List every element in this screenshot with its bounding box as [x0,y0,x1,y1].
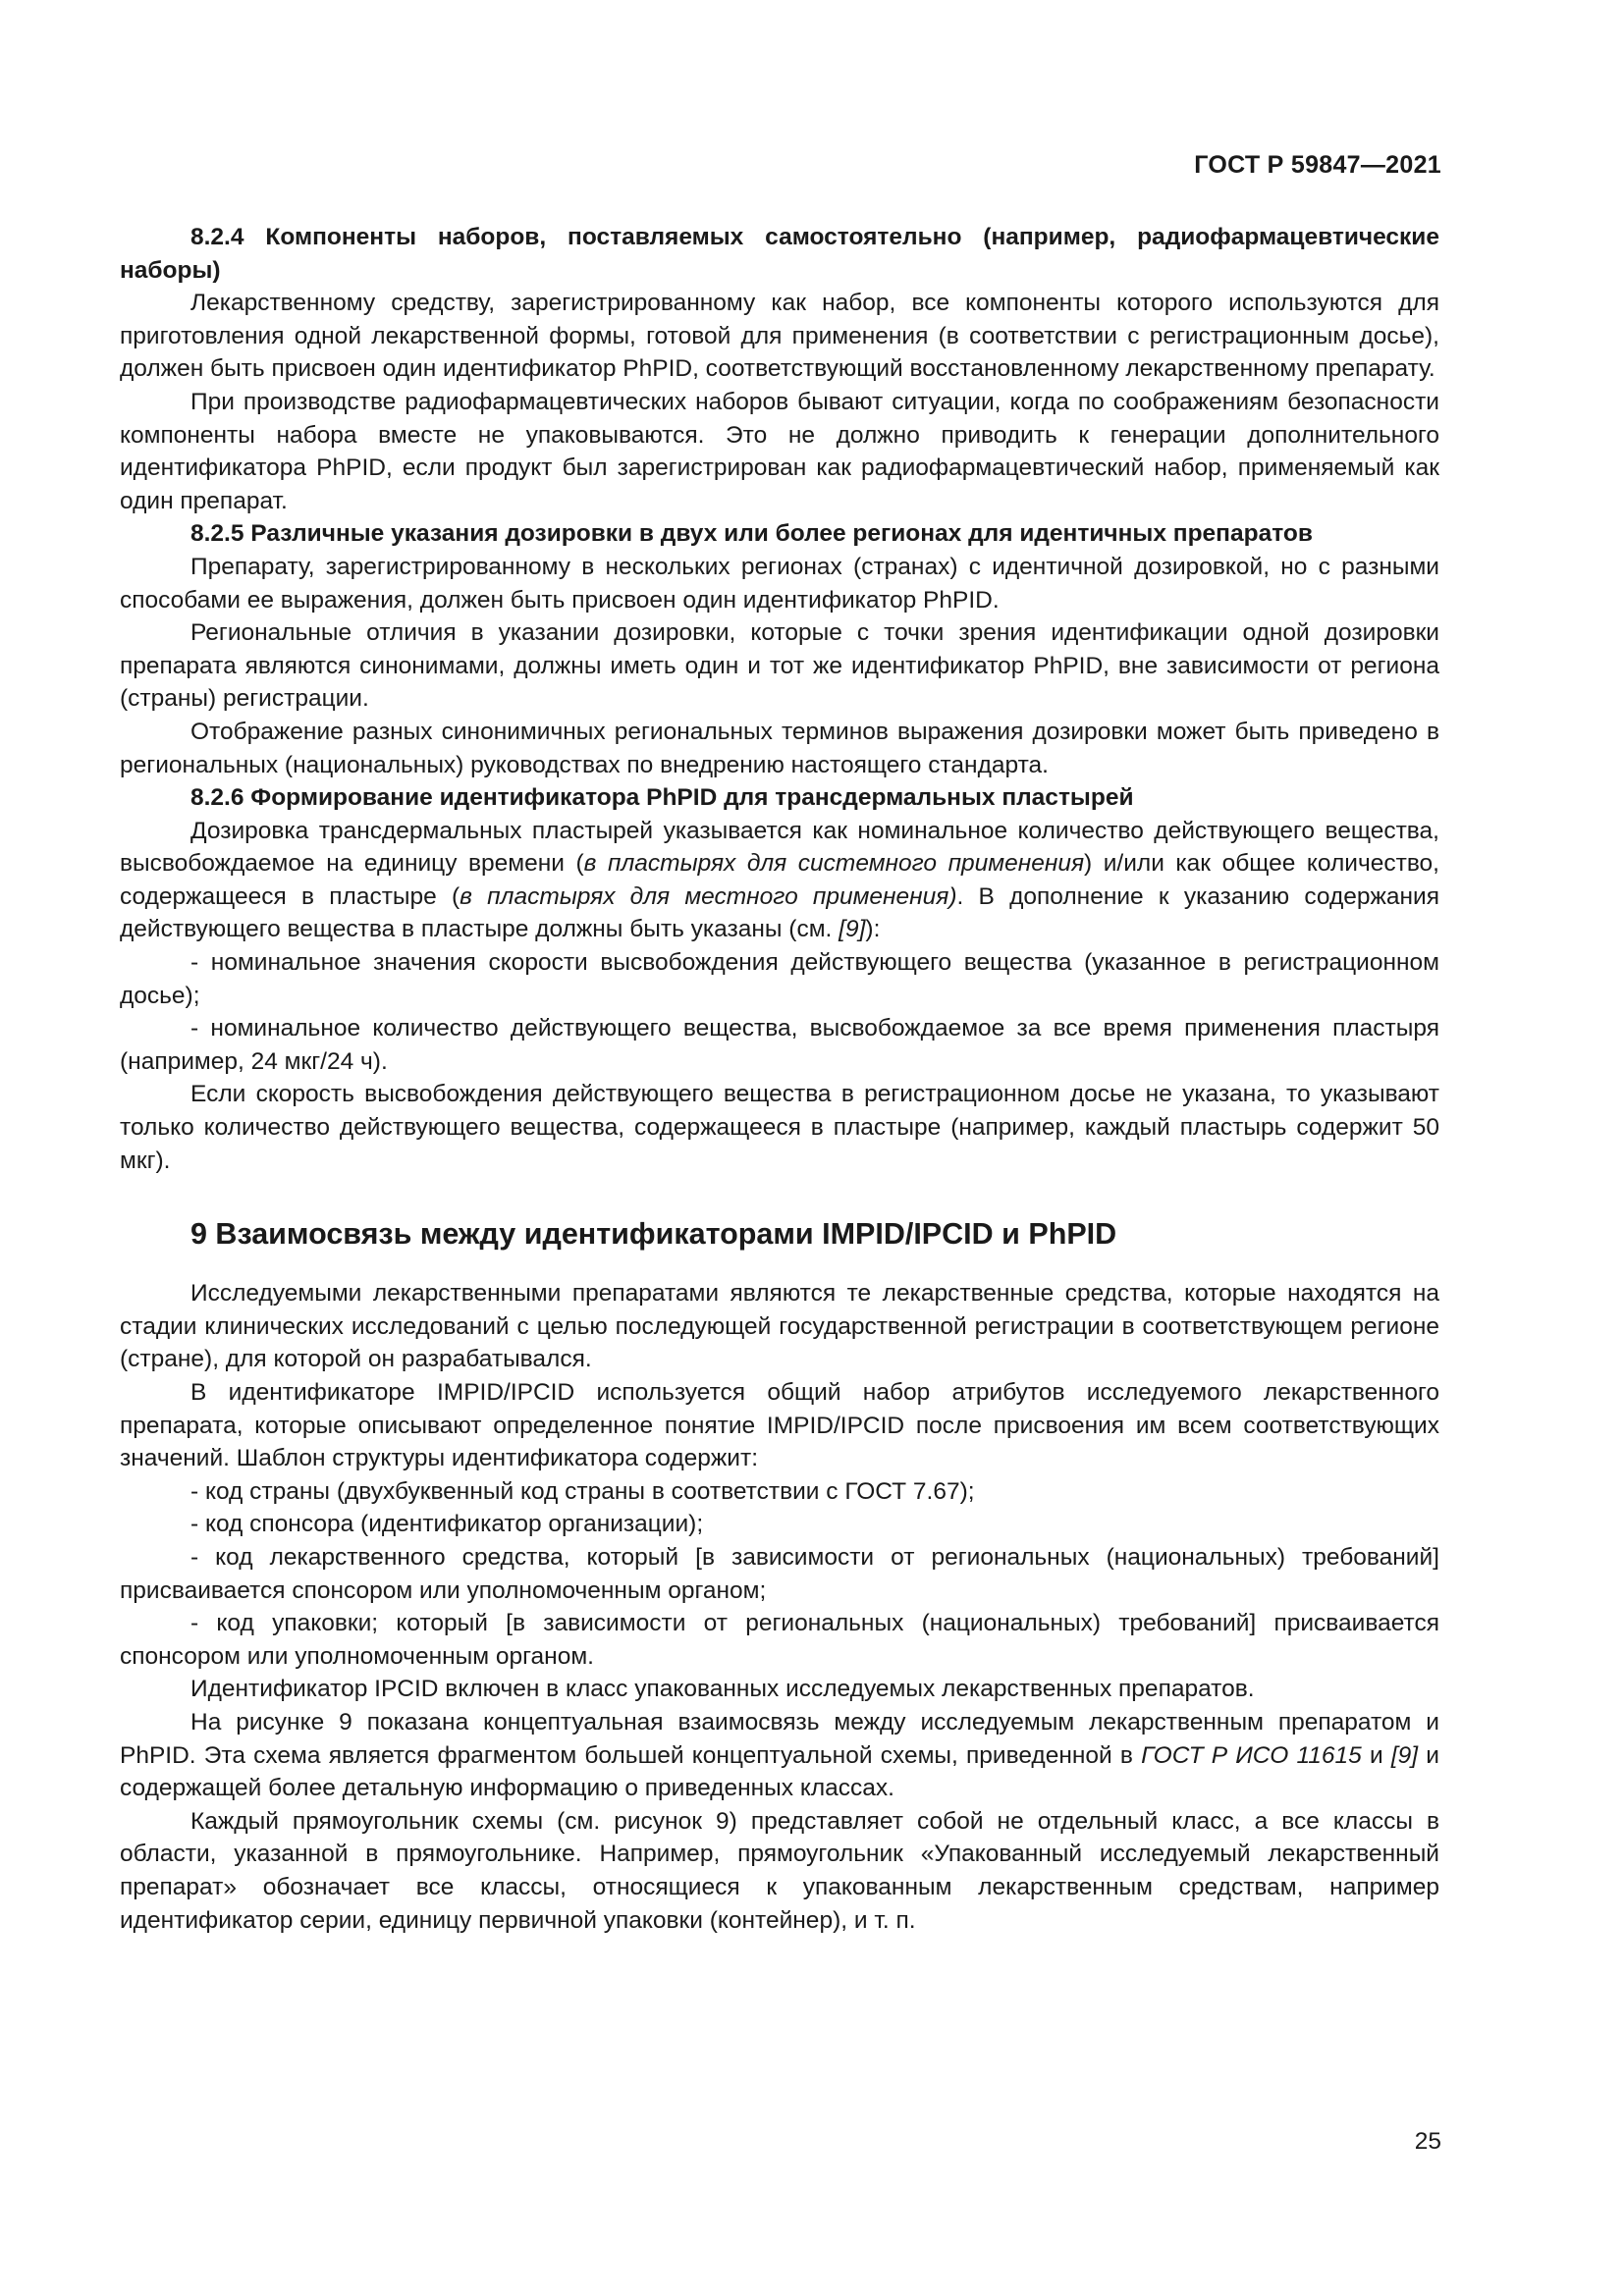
paragraph: При производстве радиофармацевтических наборов бывают ситуации, когда по соображениям безопасности компоненты набора вместе не упаковываются. Это не должно приводить к генерации дополнительного идентификатора PhPID, если продукт был зарегистрирован как радиофармацевтический набор, применяемый как один препарат. [120,388,1439,514]
paragraph: Если скорость высвобождения действующего вещества в регистрационном досье не указана, то указывают только количество действующего вещества, содержащееся в пластыре (например, каждый пластырь содержит 50 мкг). [120,1081,1439,1174]
paragraph: Идентификатор IPCID включен в класс упакованных исследуемых лекарственных препаратов. [190,1676,1255,1703]
list-item: - номинальное значения скорости высвобождения действующего вещества (указанное в регистрационном досье); [120,949,1439,1009]
standard-header: ГОСТ Р 59847—2021 [1194,151,1441,179]
paragraph [120,815,1439,946]
paragraph: В идентификаторе IMPID/IPCID используется общий набор атрибутов исследуемого лекарственного препарата, которые описывают определенное понятие IMPID/IPCID после присвоения им всем соответствующих значений. Шаблон структуры идентификатора содержит: [120,1379,1439,1472]
italic-text-run: в пластырях для системного применения [583,850,1085,878]
text-run: Дозировка трансдермальных пластырей указывается как номинальное количество действующего вещества, высвобождаемое на единицу времени ( [120,817,1439,878]
text-run: и [1361,1741,1391,1769]
paragraph: Исследуемыми лекарственными препаратами являются те лекарственные средства, которые находятся на стадии клинических исследований с целью последующей государственной регистрации в соответствующем регионе (стране), для которой он разрабатывался. [120,1280,1439,1373]
paragraph: Отображение разных синонимичных региональных терминов выражения дозировки может быть приведено в региональных (национальных) руководствах по внедрению настоящего стандарта. [120,718,1439,778]
list-item: - код упаковки; который [в зависимости от региональных (национальных) требований] присваивается спонсором или уполномоченным органом. [120,1610,1439,1670]
text-run: На рисунке 9 показана концептуальная взаимосвязь между исследуемым лекарственным препаратом и PhPID. Эта схема является фрагментом большей концептуальной схемы, приведенной в [120,1708,1439,1769]
paragraph: Региональные отличия в указании дозировки, которые с точки зрения идентификации одной дозировки препарата являются синонимами, должны иметь один и тот же идентификатор PhPID, вне зависимости от региона (страны) регистрации. [120,619,1439,713]
document-body [120,221,1439,1937]
list-item: - код страны (двухбуквенный код страны в соответствии с ГОСТ 7.67); [190,1477,975,1505]
italic-text-run: в пластырях для местного применения) [460,882,957,910]
text-run: и содержащей более детальную информацию о приведенных классах. [120,1741,1439,1802]
reference-link: [9] [1390,1741,1419,1769]
italic-standard-ref: ГОСТ Р ИСО 11615 [1141,1741,1362,1769]
paragraph: Препарату, зарегистрированному в нескольких регионах (странах) с идентичной дозировкой, но с разными способами ее выражения, должен быть присвоен один идентификатор PhPID. [120,553,1439,614]
list-item: - код лекарственного средства, который [в зависимости от региональных (национальных) требований] присваивается спонсором или уполномоченным органом; [120,1543,1439,1604]
reference-link: [9] [839,916,866,943]
page-number: 25 [1414,2128,1441,2155]
heading-8-2-4: 8.2.4 Компоненты наборов, поставляемых самостоятельно (например, радиофармацевтические наборы) [120,224,1439,284]
text-run: ): [865,916,881,943]
heading-8-2-5: 8.2.5 Различные указания дозировки в двух или более регионах для идентичных препаратов [190,520,1313,548]
text-run: . В дополнение к указанию содержания действующего вещества в пластыре должны быть указаны (см. [120,882,1439,943]
text-run: ) и/или как общее количество, содержащееся в пластыре ( [120,850,1439,910]
paragraph: Лекарственному средству, зарегистрированному как набор, все компоненты которого используются для приготовления одной лекарственной формы, готовой для применения (в соответствии с регистрационным досье), должен быть присвоен один идентификатор PhPID, соответствующий восстановленному лекарственному препарату. [120,290,1439,383]
paragraph [120,1706,1439,1805]
paragraph: Каждый прямоугольник схемы (см. рисунок 9) представляет собой не отдельный класс, а все классы в области, указанной в прямоугольнике. Например, прямоугольник «Упакованный исследуемый лекарственный препарат» обозначает все классы, относящиеся к упакованным лекарственным средствам, например идентификатор серии, единицу первичной упаковки (контейнер), и т. п. [120,1807,1439,1934]
heading-8-2-6: 8.2.6 Формирование идентификатора PhPID для трансдермальных пластырей [190,784,1134,812]
section-9-heading: 9 Взаимосвязь между идентификаторами IMPID/IPCID и PhPID [190,1217,1117,1252]
list-item: - номинальное количество действующего вещества, высвобождаемое за все время применения пластыря (например, 24 мкг/24 ч). [120,1015,1439,1075]
list-item: - код спонсора (идентификатор организации); [190,1511,704,1538]
